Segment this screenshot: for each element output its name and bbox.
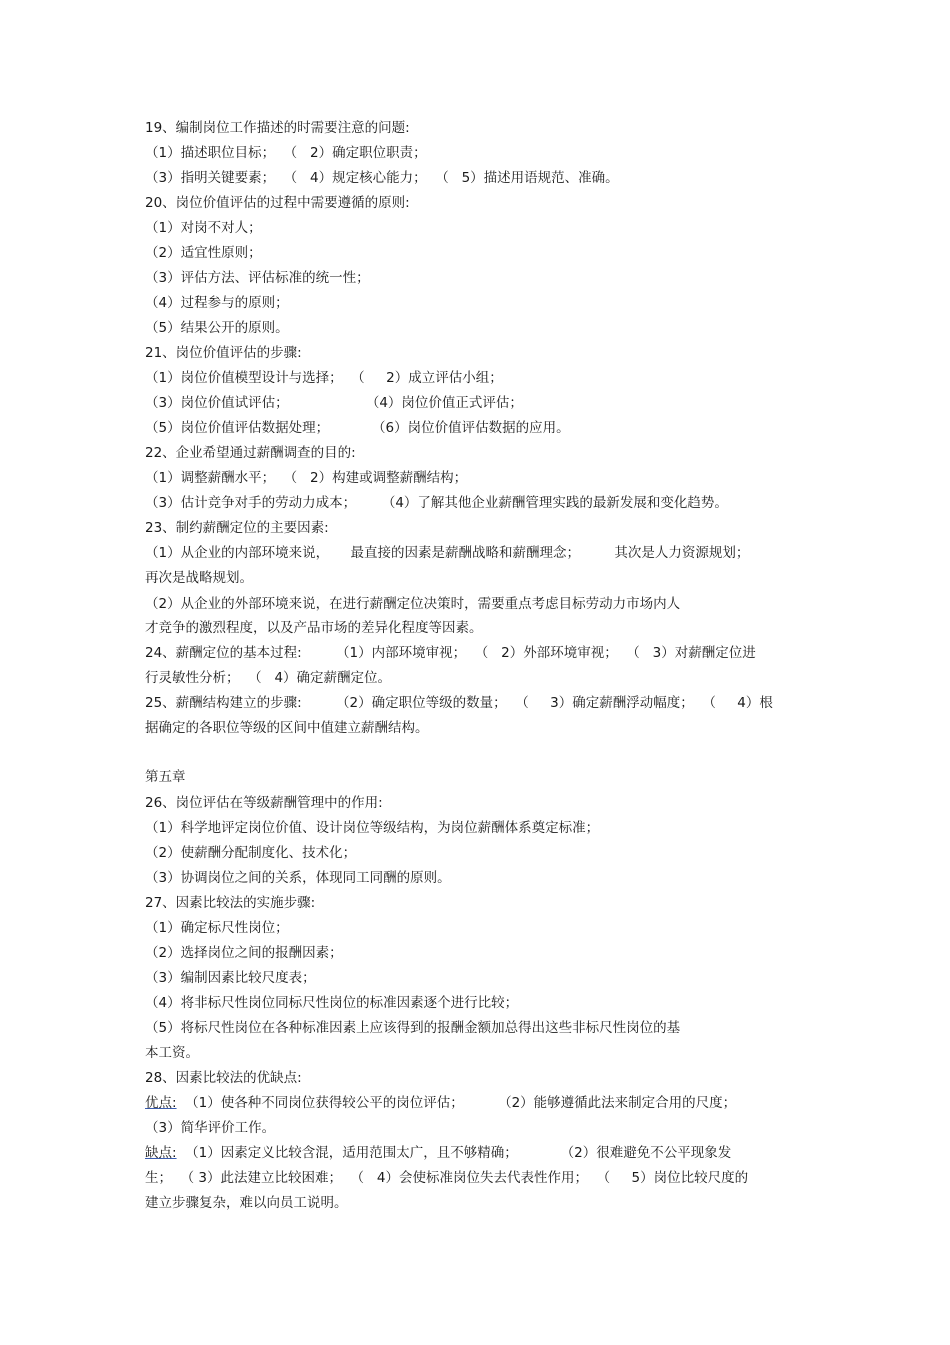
text-line: （3）简华评价工作。 (145, 1120, 276, 1136)
advantages-label: 优点: (145, 1095, 177, 1111)
heading-q24: 24、薪酬定位的基本过程: （1）内部环境审视； （ 2）外部环境审视； （ 3）对薪酬定位进 (145, 645, 756, 661)
text-line: 生； （ 3）此法建立比较困难； （ 4）会使标准岗位失去代表性作用； （ 5）岗位比较尺度的 (145, 1170, 749, 1186)
heading-q22: 22、企业希望通过薪酬调查的目的: (145, 445, 356, 461)
heading-q25: 25、薪酬结构建立的步骤: （2）确定职位等级的数量； （ 3）确定薪酬浮动幅度； （ 4）根 (145, 695, 773, 711)
text-line: （2）选择岗位之间的报酬因素； (145, 945, 343, 961)
text-line: （1）描述职位目标； （ 2）确定职位职责； (145, 145, 427, 161)
text-line: （1）确定标尺性岗位； (145, 920, 289, 936)
text-line: （3）编制因素比较尺度表； (145, 970, 316, 986)
heading-q19: 19、编制岗位工作描述的时需要注意的问题: (145, 120, 410, 136)
heading-q20: 20、岗位价值评估的过程中需要遵循的原则: (145, 195, 410, 211)
text-line: （4）将非标尺性岗位同标尺性岗位的标准因素逐个进行比较； (145, 995, 519, 1011)
text-line: （2）使薪酬分配制度化、技术化； (145, 845, 357, 861)
text-line: （5）将标尺性岗位在各种标准因素上应该得到的报酬金额加总得出这些非标尺性岗位的基 (145, 1020, 681, 1036)
text-line: （1）岗位价值模型设计与选择； （ 2）成立评估小组； (145, 370, 503, 386)
text-line: （2）从企业的外部环境来说，在进行薪酬定位决策时，需要重点考虑目标劳动力市场内人 (145, 596, 681, 612)
disadvantages-text: （1）因素定义比较含混，适用范围太广，且不够精确； （2）很难避免不公平现象发 (185, 1145, 732, 1161)
text-line: （1）对岗不对人； (145, 220, 262, 236)
text-line: 行灵敏性分析； （ 4）确定薪酬定位。 (145, 670, 392, 686)
text-line: （5）岗位价值评估数据处理； （6）岗位价值评估数据的应用。 (145, 420, 570, 436)
text-line: 据确定的各职位等级的区间中值建立薪酬结构。 (145, 720, 429, 736)
heading-q21: 21、岗位价值评估的步骤: (145, 345, 302, 361)
text-line: 才竞争的激烈程度，以及产品市场的差异化程度等因素。 (145, 620, 483, 636)
disadvantages-label: 缺点: (145, 1145, 177, 1161)
heading-q28: 28、因素比较法的优缺点: (145, 1070, 302, 1086)
advantages-line (145, 1094, 810, 1112)
text-line: （1）从企业的内部环境来说， 最直接的因素是薪酬战略和薪酬理念； 其次是人力资源规划； (145, 545, 750, 561)
text-line: 再次是战略规划。 (145, 570, 253, 586)
text-line: （3）评估方法、评估标准的统一性； (145, 270, 370, 286)
text-line: 建立步骤复杂，难以向员工说明。 (145, 1195, 348, 1211)
disadvantages-line (145, 1144, 810, 1162)
text-line: 本工资。 (145, 1045, 199, 1061)
text-line: （1）调整薪酬水平； （ 2）构建或调整薪酬结构； (145, 470, 468, 486)
advantages-text: （1）使各种不同岗位获得较公平的岗位评估； （2）能够遵循此法来制定合用的尺度； (185, 1095, 737, 1111)
text-line: （4）过程参与的原则； (145, 295, 289, 311)
chapter-title: 第五章 (145, 769, 186, 785)
text-line: （3）估计竞争对手的劳动力成本； （4）了解其他企业薪酬管理实践的最新发展和变化趋势。 (145, 495, 728, 511)
text-line: （2）适宜性原则； (145, 245, 262, 261)
text-line: （5）结果公开的原则。 (145, 320, 289, 336)
text-line: （3）协调岗位之间的关系，体现同工同酬的原则。 (145, 870, 451, 886)
heading-q27: 27、因素比较法的实施步骤: (145, 895, 316, 911)
text-line: （1）科学地评定岗位价值、设计岗位等级结构，为岗位薪酬体系奠定标准； (145, 820, 600, 836)
heading-q23: 23、制约薪酬定位的主要因素: (145, 520, 329, 536)
heading-q26: 26、岗位评估在等级薪酬管理中的作用: (145, 795, 383, 811)
text-line: （3）指明关键要素； （ 4）规定核心能力； （ 5）描述用语规范、准确。 (145, 170, 619, 186)
text-line: （3）岗位价值试评估； （4）岗位价值正式评估； (145, 395, 523, 411)
